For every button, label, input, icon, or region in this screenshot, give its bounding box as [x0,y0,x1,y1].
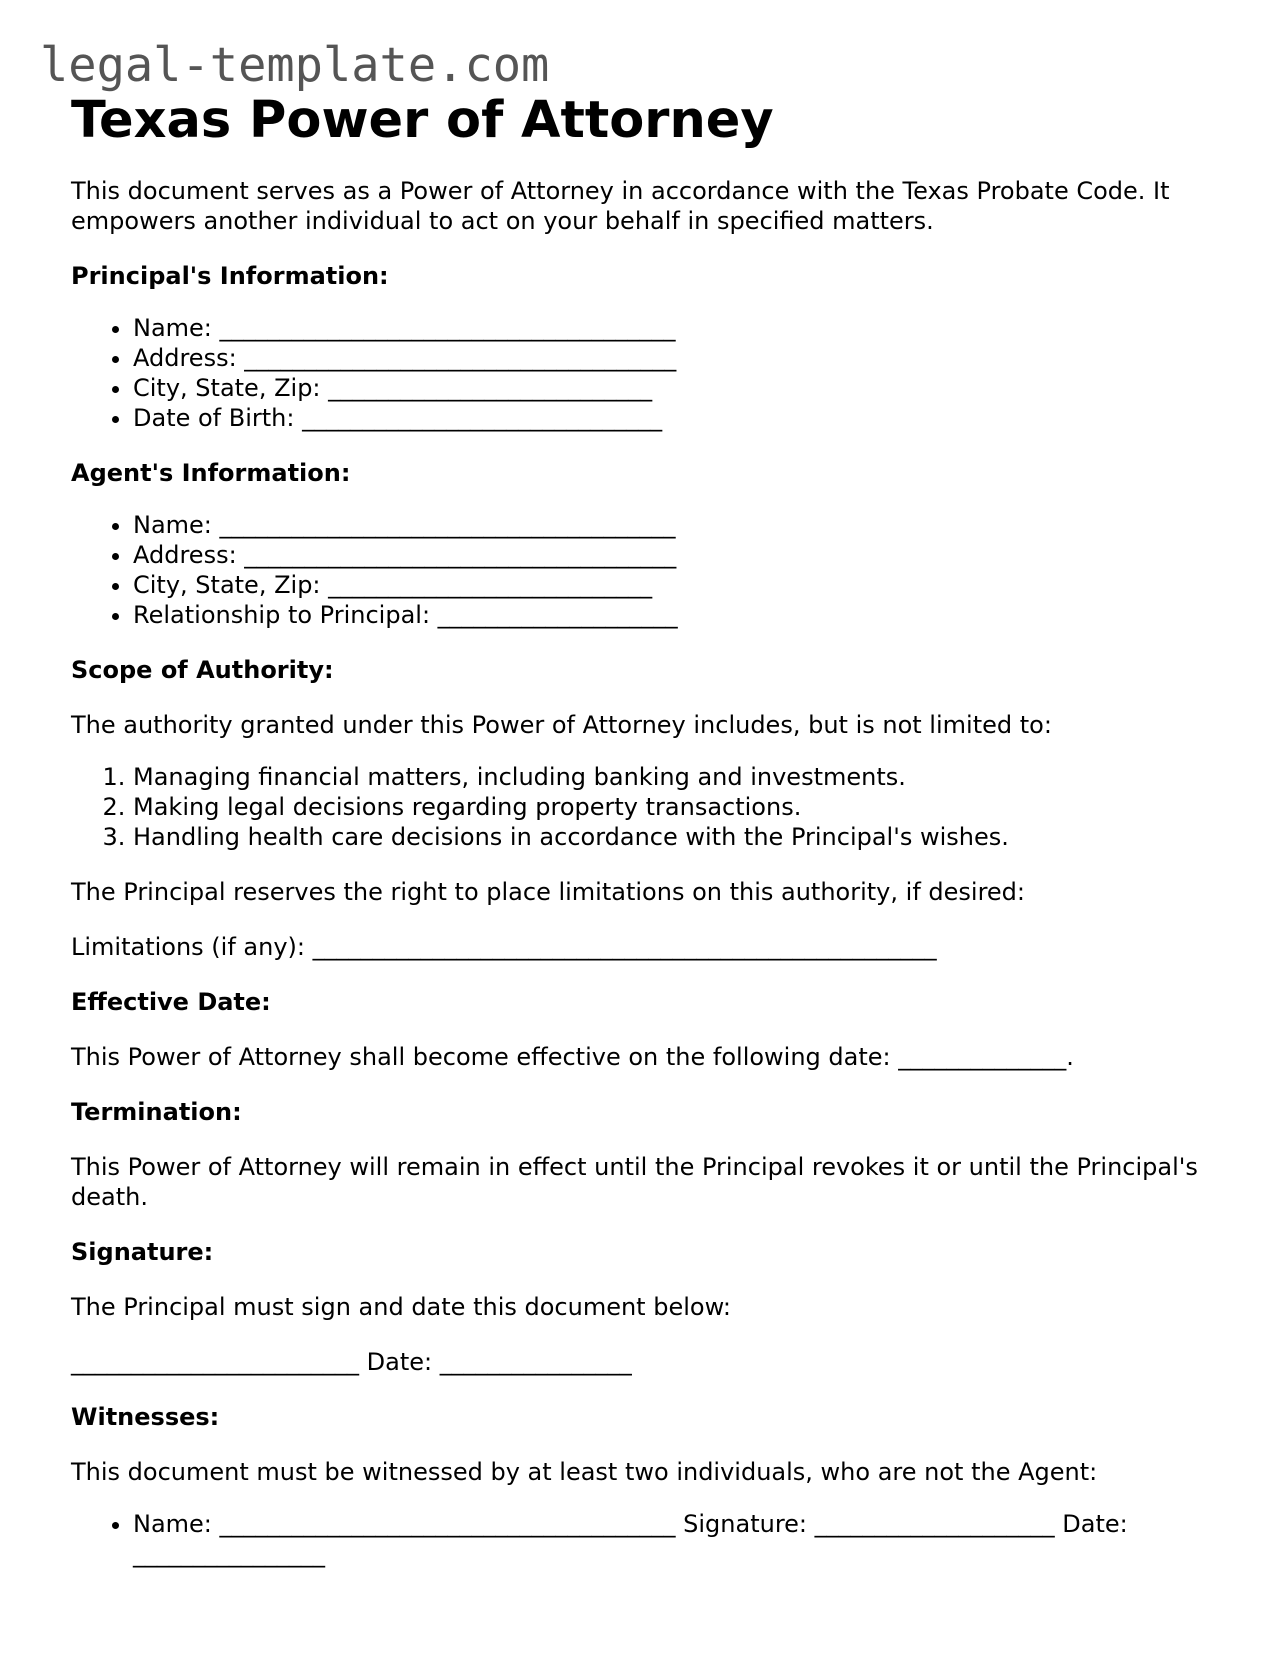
document-title: Texas Power of Attorney [71,91,774,150]
witness-list [71,1509,1221,1569]
agent-city-state-zip-field: • City, State, Zip: ___________________________ [133,570,1221,600]
witnesses-heading: Witnesses: [71,1403,220,1431]
limitations-field: Limitations (if any): ____________________________________________________ [71,933,937,961]
scope-list [71,762,1221,852]
agent-heading: Agent's Information: [71,459,351,487]
signature-line: ________________________ Date: ________________ [71,1348,632,1376]
scope-intro: The authority granted under this Power of Attorney includes, but is not limited to: [71,711,1052,739]
effective-date-text: This Power of Attorney shall become effective on the following date: ______________. [71,1043,1074,1071]
document-body [71,90,1221,1569]
scope-heading: Scope of Authority: [71,656,334,684]
scope-item-financial: 1. Managing financial matters, including banking and investments. [133,762,1221,792]
principal-city-state-zip-field: • City, State, Zip: ___________________________ [133,373,1221,403]
agent-name-field: • Name: ______________________________________ [133,510,1221,540]
effective-date-heading: Effective Date: [71,988,271,1016]
termination-text: This Power of Attorney will remain in effect until the Principal revokes it or until the Principal's death. [71,1153,1198,1211]
principal-address-field: • Address: ____________________________________ [133,343,1221,373]
principal-dob-field: • Date of Birth: ______________________________ [133,403,1221,433]
agent-info-list [71,510,1221,630]
principal-heading: Principal's Information: [71,262,389,290]
principal-info-list [71,313,1221,433]
intro-paragraph: This document serves as a Power of Attorney in accordance with the Texas Probate Code. It empowers another individual to act on your behalf in specified matters. [71,177,1170,235]
termination-heading: Termination: [71,1098,242,1126]
signature-heading: Signature: [71,1238,214,1266]
agent-address-field: • Address: ____________________________________ [133,540,1221,570]
scope-item-health: 3. Handling health care decisions in accordance with the Principal's wishes. [133,822,1221,852]
scope-item-legal: 2. Making legal decisions regarding property transactions. [133,792,1221,822]
witnesses-text: This document must be witnessed by at least two individuals, who are not the Agent: [71,1458,1098,1486]
principal-name-field: • Name: ______________________________________ [133,313,1221,343]
witness-entry: • Name: ______________________________________ Signature: ____________________ Date: ________________ [133,1509,1221,1569]
agent-relationship-field: • Relationship to Principal: ____________________ [133,600,1221,630]
site-watermark: legal-template.com [40,38,550,93]
limitations-note: The Principal reserves the right to place limitations on this authority, if desired: [71,878,1025,906]
signature-text: The Principal must sign and date this document below: [71,1293,731,1321]
